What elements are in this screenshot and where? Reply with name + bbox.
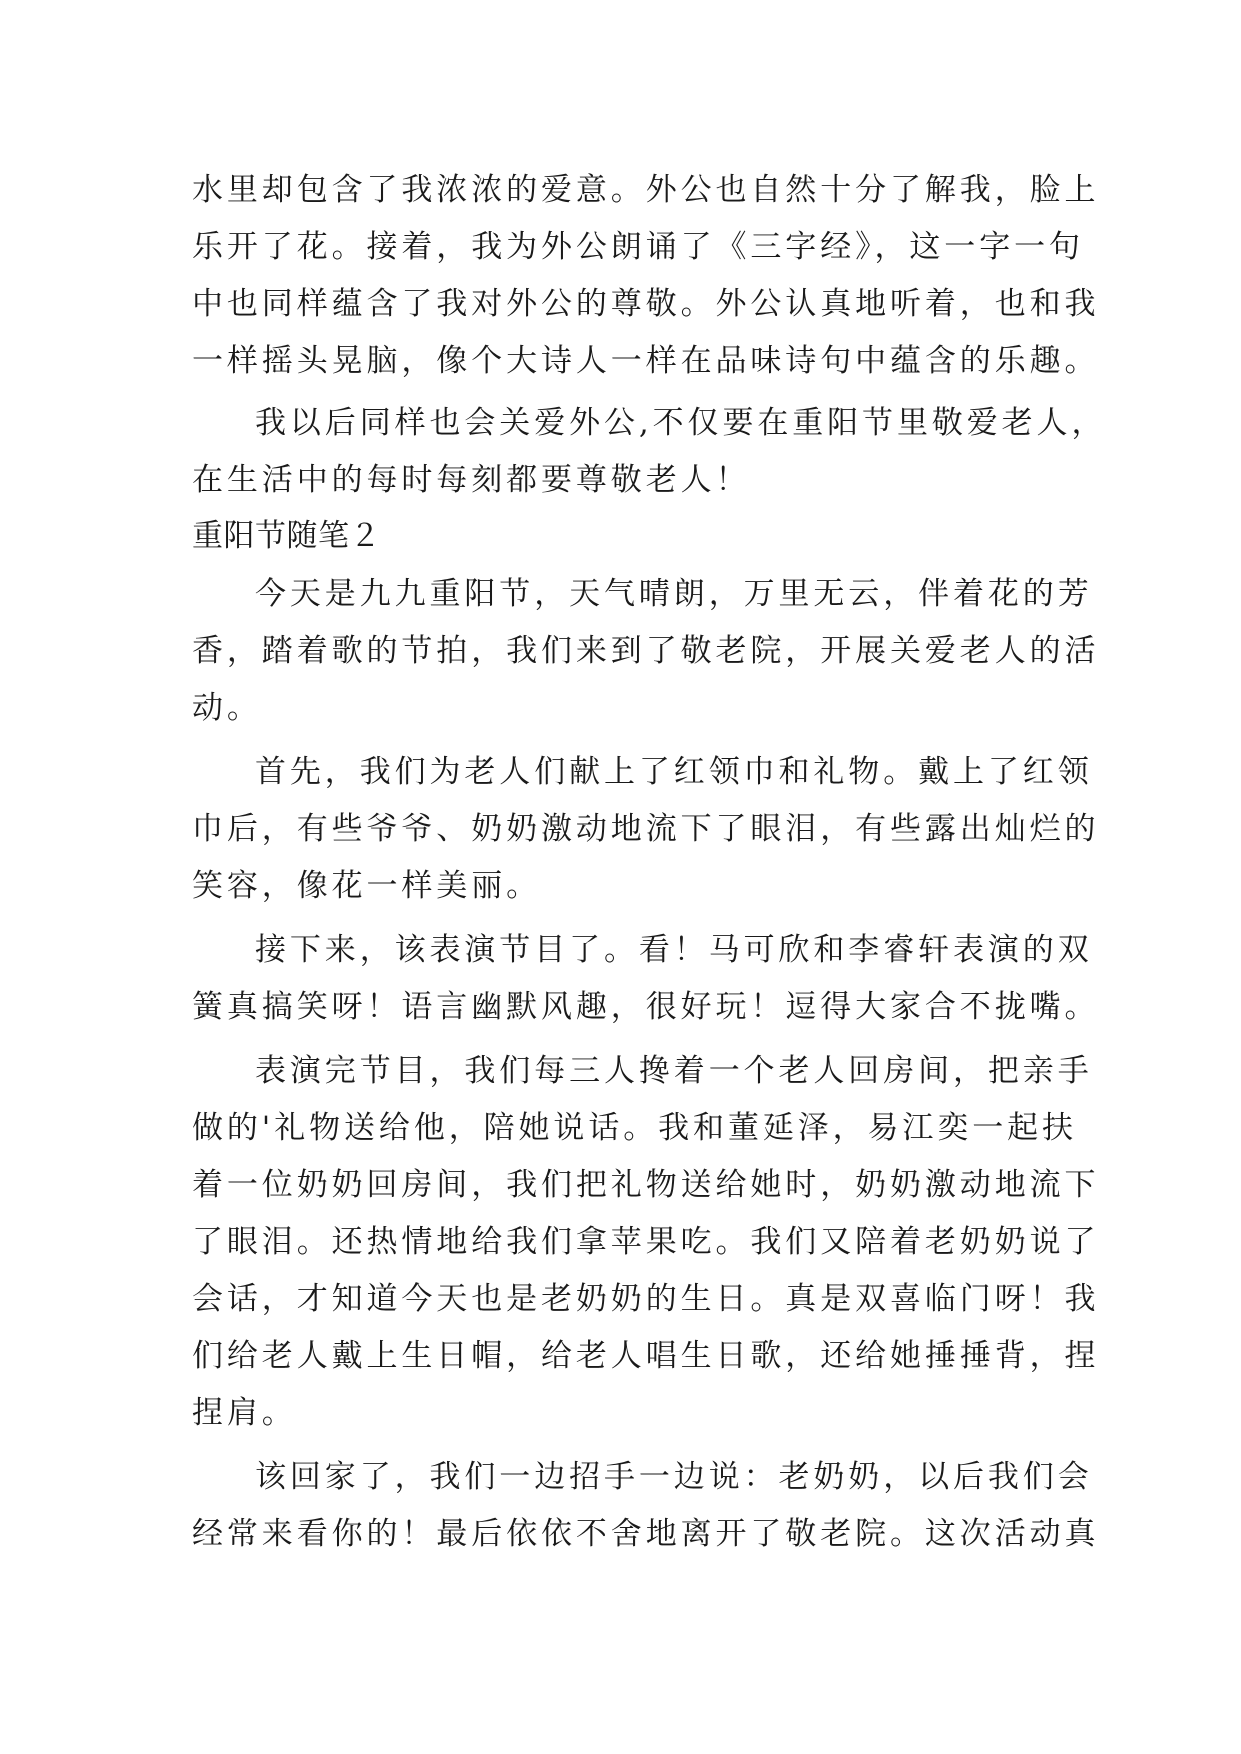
text-line: 首先，我们为老人们献上了红领巾和礼物。戴上了红领 [255,754,1093,790]
text-line: 水里却包含了我浓浓的爱意。外公也自然十分了解我，脸上 [192,172,1100,208]
text-line: 香，踏着歌的节拍，我们来到了敬老院，开展关爱老人的活 [192,633,1100,669]
text-line: 接下来，该表演节目了。看！马可欣和李睿轩表演的双 [255,932,1093,968]
text-line: 经常来看你的！最后依依不舍地离开了敬老院。这次活动真 [192,1516,1100,1552]
text-line: 巾后，有些爷爷、奶奶激动地流下了眼泪，有些露出灿烂的 [192,811,1100,847]
text-line: 簧真搞笑呀！语言幽默风趣，很好玩！逗得大家合不拢嘴。 [192,989,1100,1025]
text-line: 在生活中的每时每刻都要尊敬老人！ [192,462,751,498]
text-line: 捏肩。 [192,1395,297,1431]
text-line: 中也同样蕴含了我对外公的尊敬。外公认真地听着，也和我 [192,286,1100,322]
text-line: 动。 [192,690,262,726]
section-heading: 重阳节随笔２ [192,518,381,554]
text-line: 笑容，像花一样美丽。 [192,868,541,904]
text-line: 会话，才知道今天也是老奶奶的生日。真是双喜临门呀！我 [192,1281,1100,1317]
text-line: 了眼泪。还热情地给我们拿苹果吃。我们又陪着老奶奶说了 [192,1224,1100,1260]
text-line: 该回家了，我们一边招手一边说：老奶奶，以后我们会 [255,1459,1093,1495]
text-line: 乐开了花。接着，我为外公朗诵了《三字经》，这一字一句 [192,229,1084,265]
text-line: 们给老人戴上生日帽，给老人唱生日歌，还给她捶捶背，捏 [192,1338,1100,1374]
text-line: 做的'礼物送给他，陪她说话。我和董延泽，易江奕一起扶 [192,1110,1077,1146]
text-line: 一样摇头晃脑，像个大诗人一样在品味诗句中蕴含的乐趣。 [192,343,1100,379]
text-line: 着一位奶奶回房间，我们把礼物送给她时，奶奶激动地流下 [192,1167,1100,1203]
text-line: 表演完节目，我们每三人搀着一个老人回房间，把亲手 [255,1053,1093,1089]
text-line: 我以后同样也会关爱外公,不仅要在重阳节里敬爱老人， [255,405,1107,441]
text-line: 今天是九九重阳节，天气晴朗，万里无云，伴着花的芳 [255,576,1093,612]
